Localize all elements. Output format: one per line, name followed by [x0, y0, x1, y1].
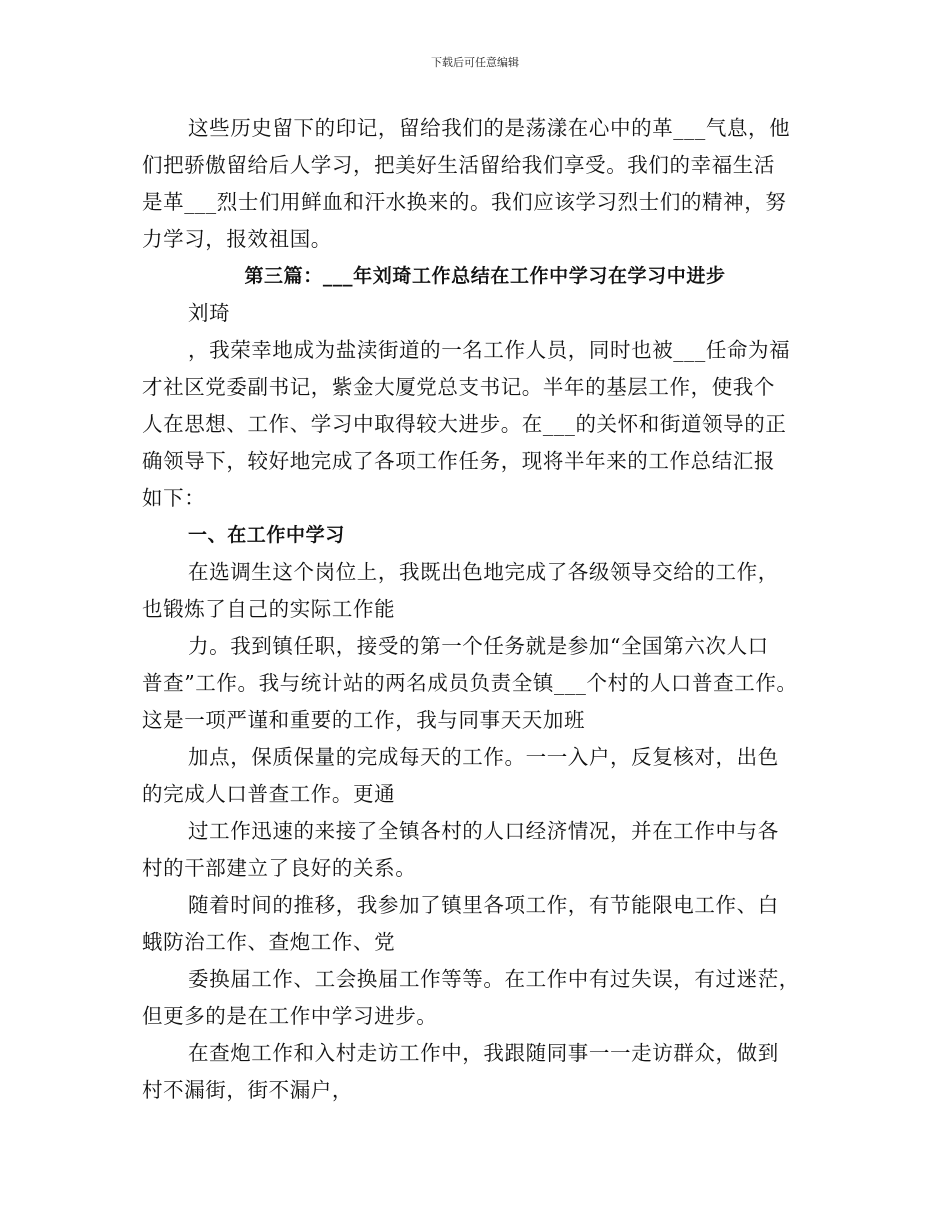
- paragraph-5: [142, 739, 828, 813]
- section-title: 第三篇：___年刘琦工作总结在工作中学习在学习中进步: [244, 265, 726, 287]
- text-line: 是革___烈士们用鲜血和汗水换来的。我们应该学习烈士们的精神，努: [142, 190, 787, 214]
- text-line: 加点，保质保量的完成每天的工作。一一入户，反复核对，出色: [188, 745, 779, 769]
- text-line: 在查炮工作和入村走访工作中，我跟随同事一一走访群众，做到: [188, 1041, 779, 1065]
- text-line: 普查”工作。我与统计站的两名成员负责全镇___个村的人口普查工作。: [142, 671, 798, 695]
- paragraph-3: [142, 554, 828, 628]
- text-line: 如下：: [142, 486, 206, 510]
- paragraph-1: [142, 110, 828, 258]
- subheading: 一、在工作中学习: [188, 524, 345, 546]
- text-line: 蛾防治工作、查炮工作、党: [142, 930, 396, 954]
- text-line: ，我荣幸地成为盐渎街道的一名工作人员，同时也被___任命为福: [188, 338, 791, 362]
- text-line: 确领导下，较好地完成了各项工作任务，现将半年来的工作总结汇报: [142, 449, 775, 473]
- text-line: 人在思想、工作、学习中取得较大进步。在___的关怀和街道领导的正: [142, 412, 787, 436]
- text-line: 力学习，报效祖国。: [142, 227, 332, 251]
- text-line: 委换届工作、工会换届工作等等。在工作中有过失误，有过迷茫，: [188, 967, 800, 991]
- paragraph-7: [142, 887, 828, 961]
- text-line: 这是一项严谨和重要的工作，我与同事天天加班: [142, 708, 586, 732]
- paragraph-9: [142, 1035, 828, 1109]
- document-body: [142, 110, 828, 1109]
- text-line: 力。我到镇任职，接受的第一个任务就是参加“全国第六次人口: [188, 634, 769, 658]
- text-line: 才社区党委副书记，紫金大厦党总支书记。半年的基层工作，使我个: [142, 375, 775, 399]
- text-line: 的完成人口普查工作。更通: [142, 782, 396, 806]
- paragraph-6: [142, 813, 828, 887]
- text-line: 这些历史留下的印记，留给我们的是荡漾在心中的革___气息，他: [188, 116, 791, 140]
- text-line: 在选调生这个岗位上，我既出色地完成了各级领导交给的工作，: [188, 560, 779, 584]
- page-header-note: 下载后可任意编辑: [431, 56, 519, 69]
- text-line: 随着时间的推移，我参加了镇里各项工作，有节能限电工作、白: [188, 893, 779, 917]
- text-line: 们把骄傲留给后人学习，把美好生活留给我们享受。我们的幸福生活: [142, 153, 775, 177]
- paragraph-8: [142, 961, 828, 1035]
- text-line: 过工作迅速的来接了全镇各村的人口经济情况，并在工作中与各: [188, 819, 779, 843]
- text-line: 村不漏街，街不漏户，: [142, 1078, 353, 1102]
- text-line: 但更多的是在工作中学习进步。: [142, 1004, 438, 1028]
- author-name: 刘琦: [188, 301, 231, 325]
- text-line: 也锻炼了自己的实际工作能: [142, 597, 396, 621]
- text-line: 村的干部建立了良好的关系。: [142, 856, 417, 880]
- paragraph-2: [142, 332, 828, 517]
- paragraph-4: [142, 628, 828, 739]
